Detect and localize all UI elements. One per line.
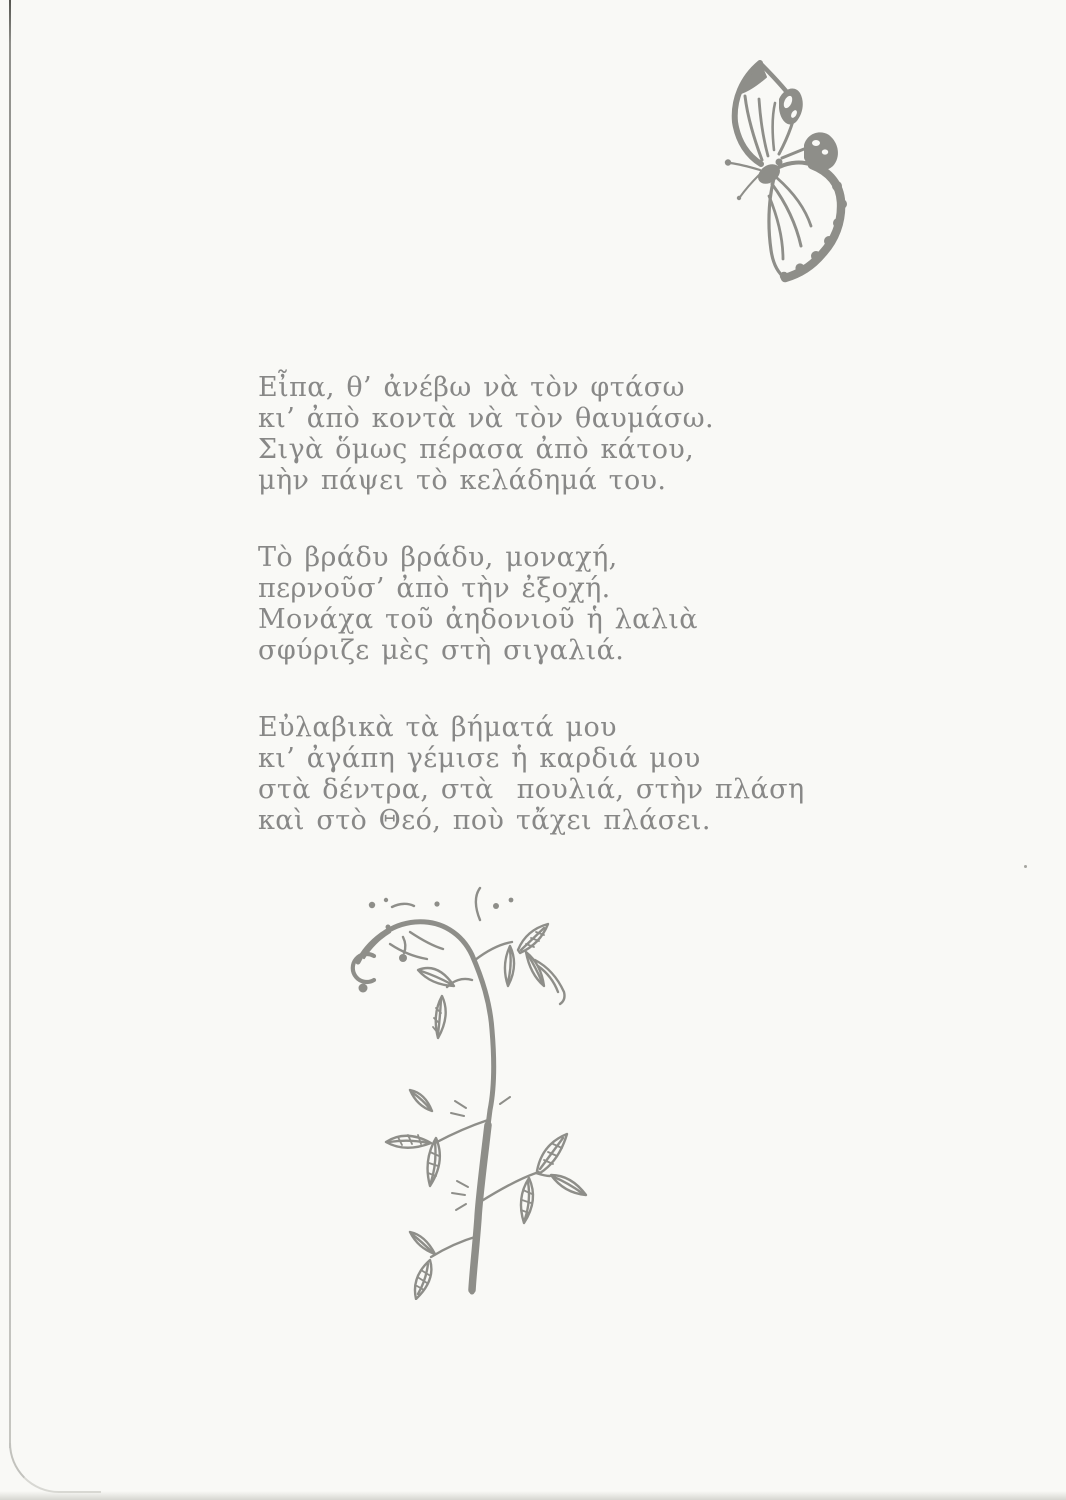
poem-line: Σιγὰ ὅμως πέρασα ἀπὸ κάτου, <box>258 434 695 465</box>
page-bottom-shadow <box>0 1491 1066 1500</box>
poem-line: σφύριζε μὲς στὴ σιγαλιά. <box>258 635 625 666</box>
poem-line: περνοῦσ’ ἀπὸ τὴν ἐξοχή. <box>258 573 611 604</box>
page-edge-line <box>9 0 11 1448</box>
page-corner-curve <box>9 1443 101 1493</box>
poem-line: κι’ ἀπὸ κοντὰ νὰ τὸν θαυμάσω. <box>258 403 714 434</box>
leafy-branch-icon <box>330 880 610 1300</box>
poem-line: Μονάχα τοῦ ἀηδονιοῦ ἡ λαλιὰ <box>258 604 698 635</box>
butterfly-icon <box>700 50 920 290</box>
poem <box>258 372 805 882</box>
poem-line: καὶ στὸ Θεό, ποὺ τἄχει πλάσει. <box>258 805 711 836</box>
stanza-2 <box>258 542 805 666</box>
poem-line: μὴν πάψει τὸ κελάδημά του. <box>258 465 667 496</box>
poem-line: Τὸ βράδυ βράδυ, μοναχή, <box>258 542 618 573</box>
poem-line: στὰ δέντρα, στὰ πουλιά, στὴν πλάση <box>258 774 805 805</box>
poem-line: Εὐλαβικὰ τὰ βήματά μου <box>258 712 617 743</box>
stanza-3 <box>258 712 805 836</box>
poem-line: Εἶπα, θ’ ἀνέβω νὰ τὸν φτάσω <box>258 372 685 403</box>
paper-speck <box>1024 865 1027 868</box>
stanza-1 <box>258 372 805 496</box>
poem-line: κι’ ἀγάπη γέμισε ἡ καρδιά μου <box>258 743 701 774</box>
